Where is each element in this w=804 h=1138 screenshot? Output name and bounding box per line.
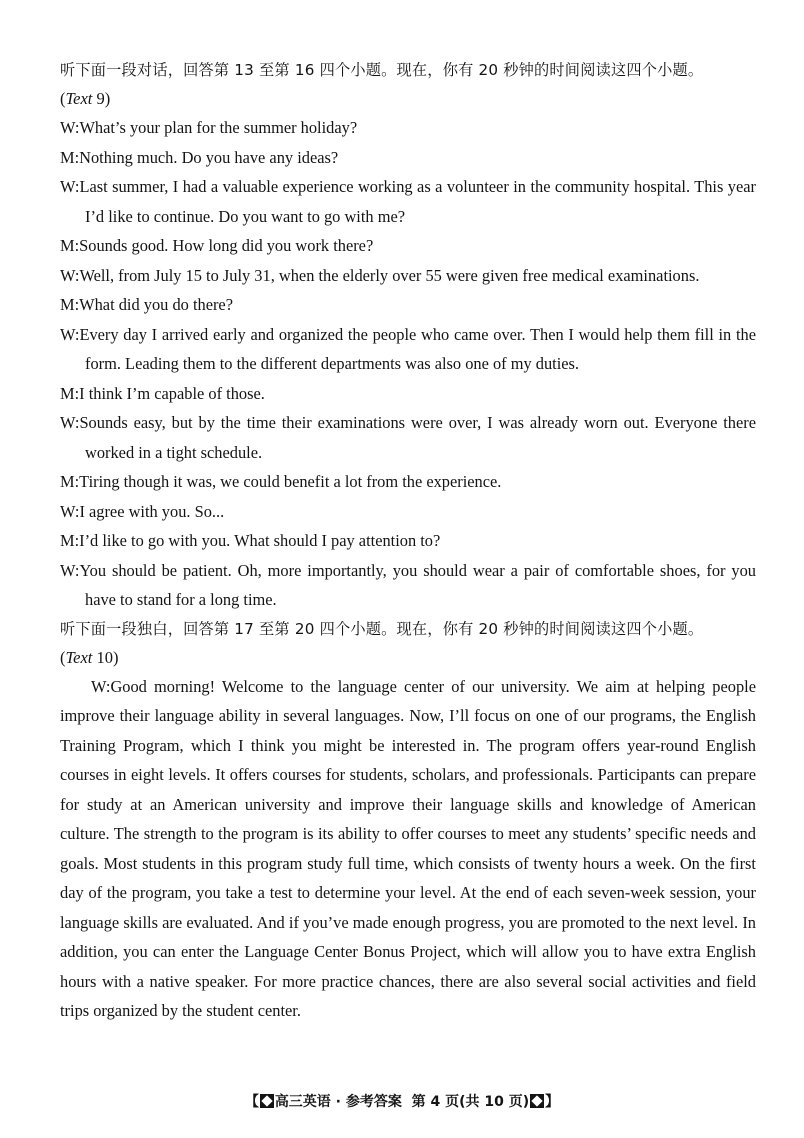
monologue-body: Good morning! Welcome to the language center of our university. We aim at helping people improve their language ability in several languages. Now, I’ll focus on one of our programs, the English Training Program, which I think you might be interested in. The program offers year-round English courses in eight levels. It offers courses for students, scholars, and professionals. Participants can prepare for study at an American university and improve their language skills and knowledge of American culture. The strength to the program is its ability to offer courses to meet any students’ specific needs and goals. Most students in this program study full time, which consists of twenty hours a week. On the first day of the program, you take a test to determine your level. At the end of each seven-week session, your language skills are evaluated. And if you’ve made enough progress, you are promoted to the next level. In addition, you can enter the Language Center Bonus Project, which will allow you to have extra English hours with a native speaker. For more practice chances, there are also several social activities and field trips organized by the student center.	[60, 676, 756, 1020]
footer-right-bracket: 】	[545, 1094, 560, 1110]
dialogue-line: M:Sounds good. How long did you work there?	[60, 236, 374, 255]
utterance: Last summer, I had a valuable experience working as a volunteer in the community hospital. This year I’d like to continue. Do you want to go with me?	[79, 177, 756, 226]
utterance: Sounds good. How long did you work there?	[79, 236, 374, 255]
speaker: W	[60, 560, 75, 580]
speaker: W	[60, 324, 75, 344]
footer-page-info: 第 4 页(共 10 页)	[411, 1094, 530, 1110]
dialogue-line: M:Nothing much. Do you have any ideas?	[60, 147, 339, 167]
section-instruction-text10: 听下面一段独白，回答第 17 至第 20 四个小题。现在，你有 20 秒钟的时间阅读这四个小题。	[60, 619, 704, 638]
speaker: W	[60, 265, 75, 285]
utterance: Nothing much. Do you have any ideas?	[79, 147, 339, 167]
answer-page	[60, 56, 756, 1026]
speaker: W	[60, 413, 75, 432]
speaker: M	[60, 531, 75, 550]
dialogue-line: W:I agree with you. So...	[60, 501, 225, 521]
dialogue-line: M:What did you do there?	[60, 295, 233, 314]
text-label-9: (Text 9)	[60, 89, 111, 108]
text-word: Text	[65, 647, 93, 667]
section-instruction-text9: 听下面一段对话，回答第 13 至第 16 四个小题。现在，你有 20 秒钟的时间阅读这四个小题。	[60, 61, 704, 79]
speaker: W	[60, 118, 75, 137]
speaker: M	[60, 295, 75, 314]
dialogue-line: W:Last summer, I had a valuable experience working as a volunteer in the community hospital. This year I’d like to continue. Do you want to go with me?	[60, 177, 756, 226]
utterance: I’d like to go with you. What should I pay attention to?	[79, 531, 441, 550]
diamond-icon	[260, 1094, 274, 1108]
text-label-10: (Text 10)	[60, 647, 119, 667]
diamond-icon	[530, 1094, 544, 1108]
speaker: M	[60, 383, 75, 403]
utterance: Every day I arrived early and organized the people who came over. Then I would help them fill in the form. Leading them to the different departments was also one of my duties.	[79, 324, 756, 373]
dialogue-text9	[60, 113, 756, 615]
dialogue-line: M:I think I’m capable of those.	[60, 383, 265, 403]
text-number: 9	[96, 89, 105, 108]
utterance: Well, from July 15 to July 31, when the elderly over 55 were given free medical examinations.	[79, 265, 700, 285]
text-word: Text	[65, 89, 93, 108]
footer-left-bracket: 【	[244, 1094, 259, 1110]
speaker: M	[60, 472, 75, 491]
text-number: 10	[96, 647, 114, 667]
footer-subject: 高三英语 · 参考答案	[274, 1094, 402, 1110]
speaker: W	[60, 501, 75, 521]
dialogue-line: W:Sounds easy, but by the time their examinations were over, I was already worn out. Everyone there worked in a tight schedule.	[60, 413, 756, 462]
speaker: W	[60, 177, 75, 196]
monologue-text10: W:Good morning! Welcome to the language center of our university. We aim at helping people improve their language ability in several languages. Now, I’ll focus on one of our programs, the English Training Program, which I think you might be interested in. The program offers year-round English courses in eight levels. It offers courses for students, scholars, and professionals. Participants can prepare for study at an American university and improve their language skills and knowledge of American culture. The strength to the program is its ability to offer courses to meet any students’ specific needs and goals. Most students in this program study full time, which consists of twenty hours a week. On the first day of the program, you take a test to determine your level. At the end of each seven-week session, your language skills are evaluated. And if you’ve made enough progress, you are promoted to the next level. In addition, you can enter the Language Center Bonus Project, which will allow you to have extra English hours with a native speaker. For more practice chances, there are also several social activities and field trips organized by the student center.	[60, 676, 756, 1020]
utterance: What did you do there?	[79, 295, 233, 314]
utterance: I agree with you. So...	[79, 501, 225, 521]
utterance: Tiring though it was, we could benefit a lot from the experience.	[79, 472, 502, 491]
dialogue-line: M:Tiring though it was, we could benefit a lot from the experience.	[60, 472, 502, 491]
speaker: W	[91, 676, 106, 696]
dialogue-line: W:What’s your plan for the summer holiday?	[60, 118, 358, 137]
speaker: M	[60, 236, 75, 255]
utterance: Sounds easy, but by the time their examinations were over, I was already worn out. Everyone there worked in a tight schedule.	[79, 413, 756, 462]
dialogue-line: M:I’d like to go with you. What should I pay attention to?	[60, 531, 441, 550]
dialogue-line: W:You should be patient. Oh, more importantly, you should wear a pair of comfortable shoes, for you have to stand for a long time.	[60, 560, 756, 609]
dialogue-line: W:Every day I arrived early and organized the people who came over. Then I would help them fill in the form. Leading them to the different departments was also one of my duties.	[60, 324, 756, 373]
dialogue-line: W:Well, from July 15 to July 31, when the elderly over 55 were given free medical examinations.	[60, 265, 700, 285]
page-footer	[0, 1092, 804, 1112]
utterance: I think I’m capable of those.	[79, 383, 265, 403]
utterance: What’s your plan for the summer holiday?	[79, 118, 358, 137]
speaker: M	[60, 147, 75, 167]
utterance: You should be patient. Oh, more importantly, you should wear a pair of comfortable shoes, for you have to stand for a long time.	[79, 560, 756, 609]
